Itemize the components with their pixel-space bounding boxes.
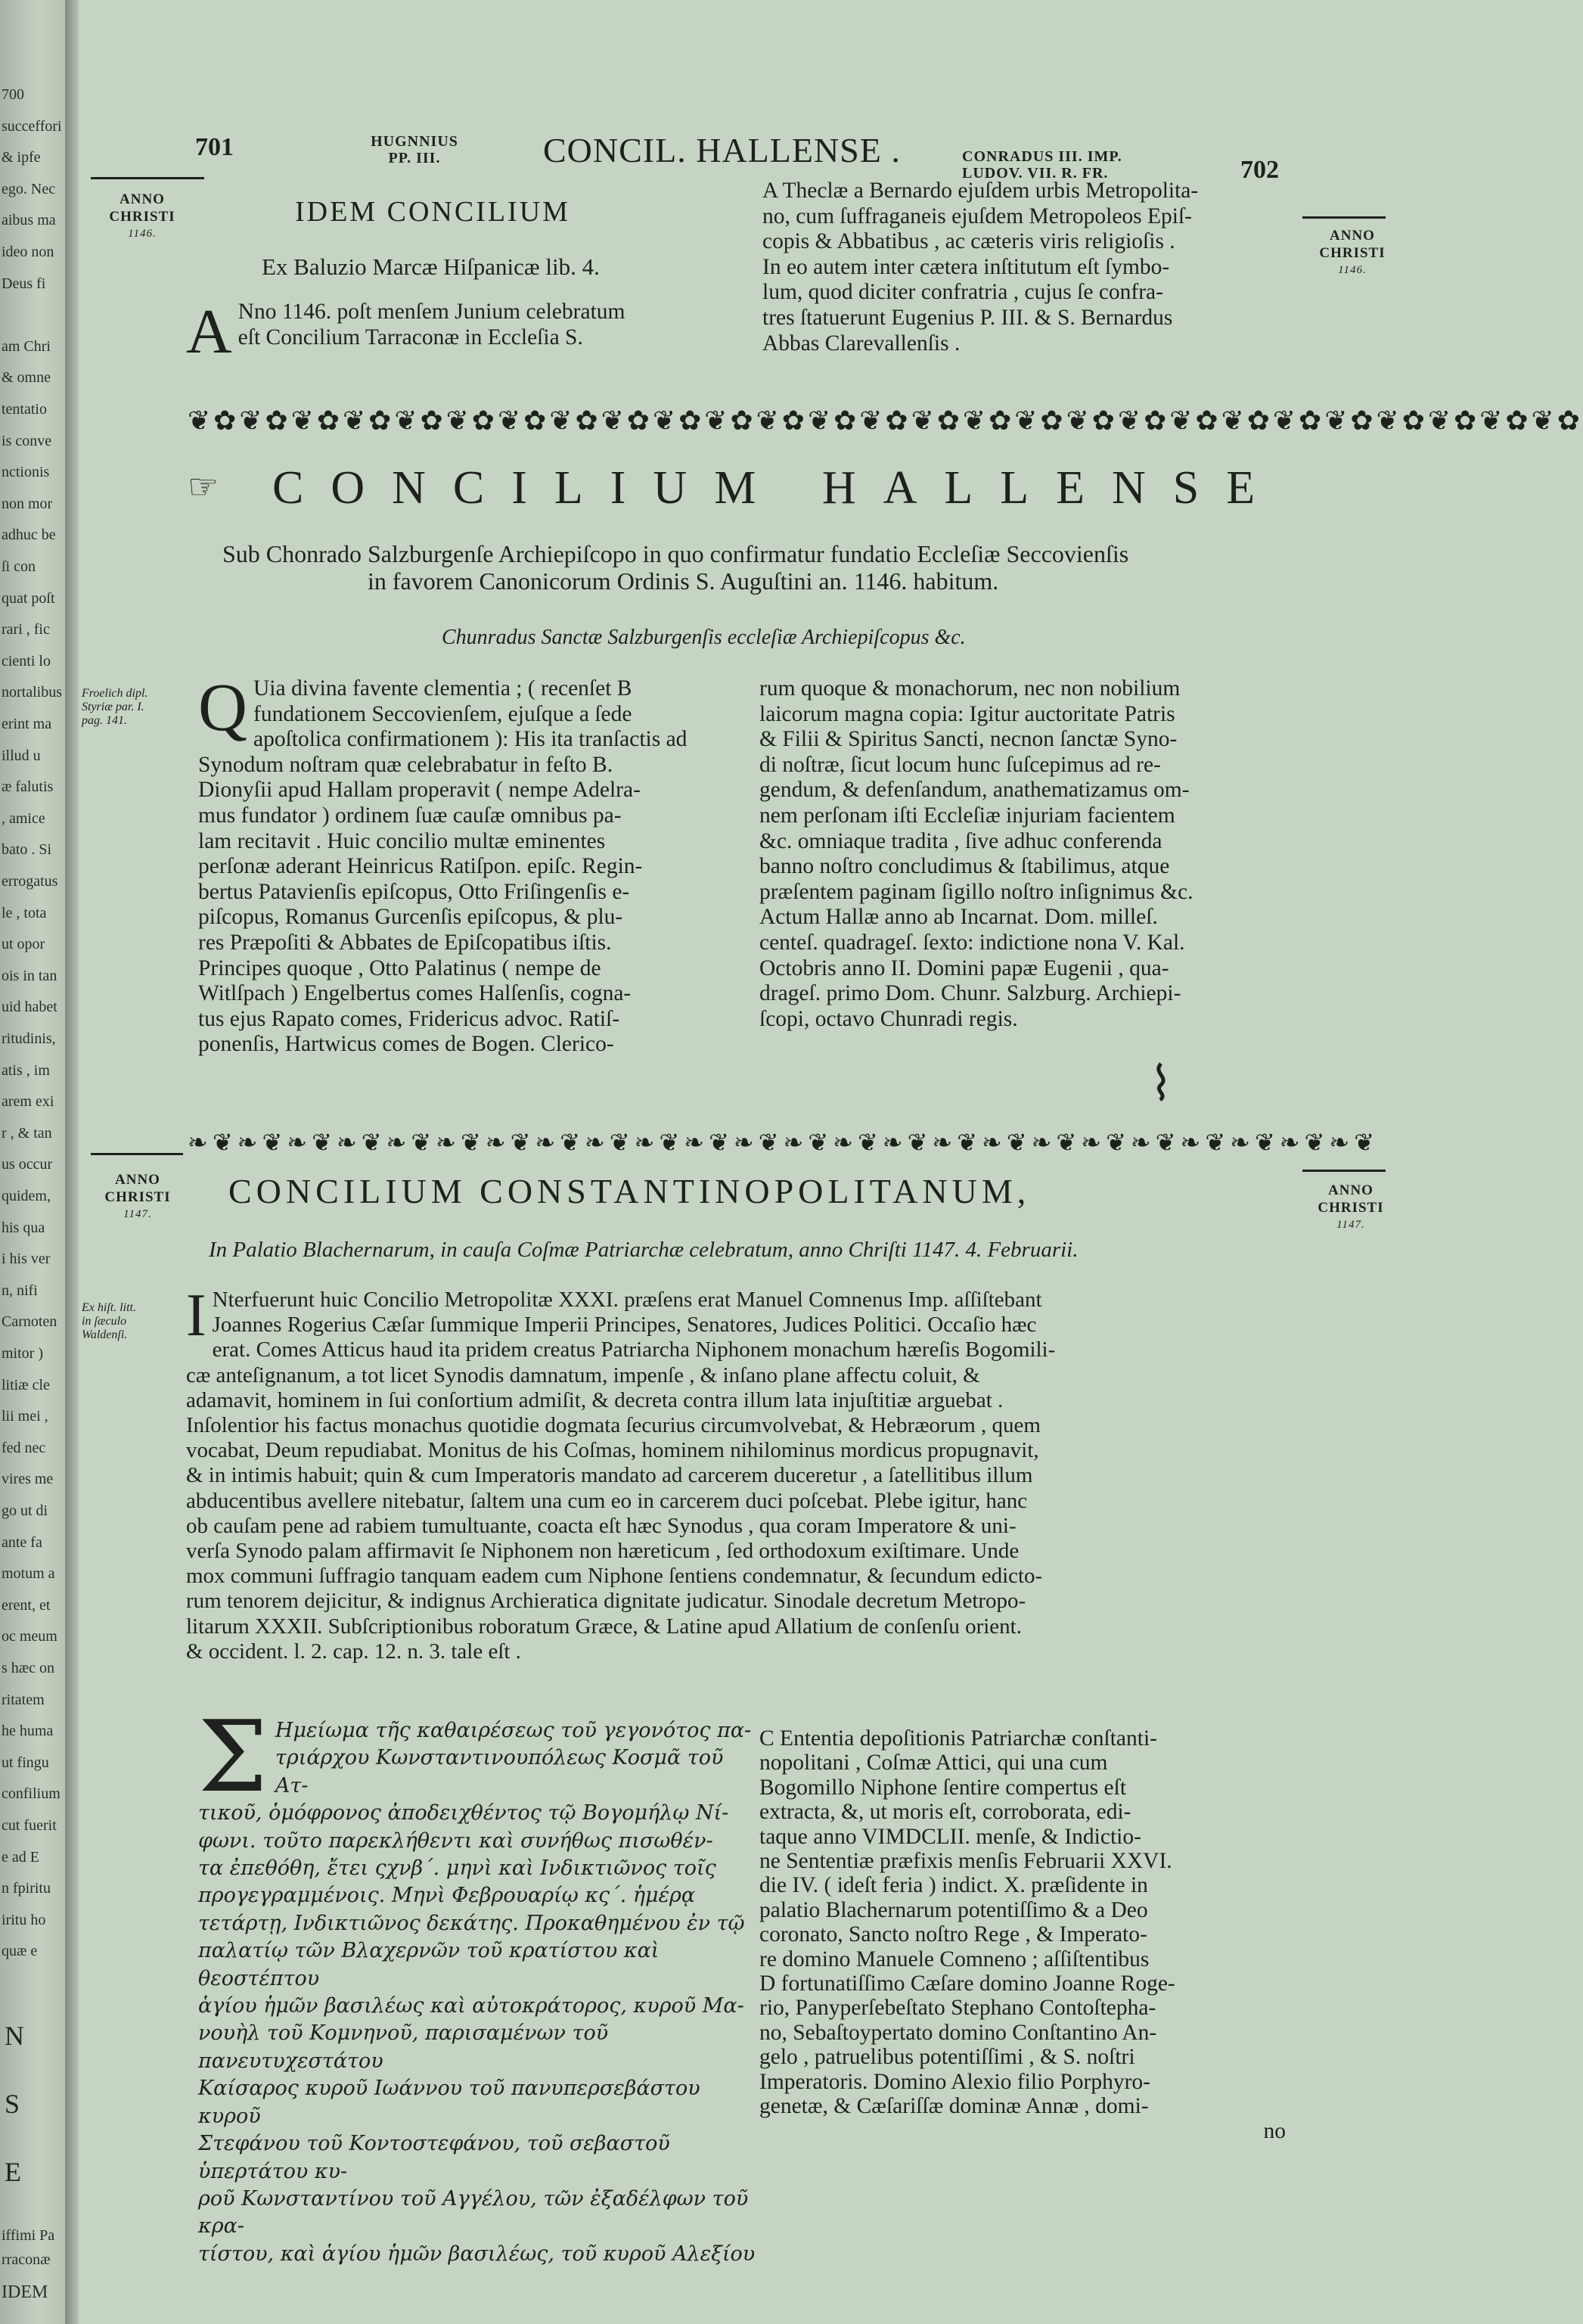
text-line: & in intimis habuit; quin & cum Imperatoris mandato ad carcerem duceretur , a ſatellitibus illum xyxy=(186,1463,1033,1488)
left-strip-line: mitor ) xyxy=(2,1345,43,1362)
idem-right-column: A Theclæ a Bernardo ejuſdem urbis Metropolita- no, cum ſuffraganeis ejuſdem Metropoleos Epiſ- copis & Abbatibus , ac cæteris viris religioſis . In eo autem inter cætera inſtitutum eſt ſymbo- lum, quod diciter confratria , cujus ſe confra- tres ſtatuerunt Eugenius P. III. & S. Bernardus Abbas Clarevallenſis . xyxy=(762,179,1199,356)
left-strip-line: & ipfe xyxy=(2,149,41,166)
section-rule-right xyxy=(1302,1170,1386,1172)
left-strip-line: tentatio xyxy=(2,401,47,418)
section-rule-left xyxy=(91,1153,183,1155)
ornament-band: ❦✿❦✿❦✿❦✿❦✿❦✿❦✿❦✿❦✿❦✿❦✿❦✿❦✿❦✿❦✿❦✿❦✿❦✿❦✿❦✿❦✿❦✿❦✿❦✿❦✿❦✿❦✿ xyxy=(188,405,1583,436)
anno-christi-left: ANNO CHRISTI 1147. xyxy=(104,1172,171,1220)
left-strip-line: litiæ cle xyxy=(2,1376,50,1393)
catchword: no xyxy=(1263,2118,1286,2143)
greek-line: τα ἐπεθόθη, ἔτει ςχνβ΄. μηνὶ καὶ Ινδικτιῶνος τοῖς xyxy=(198,1856,716,1881)
text-line: vocabat, Deum repudiabat. Monitus de his Coſmas, hominem nihilominus mordicus propugnavit, xyxy=(186,1438,1039,1463)
running-title: CONCIL. HALLENSE . xyxy=(543,131,901,169)
text-line: rum quoque & monachorum, nec non nobilium xyxy=(759,676,1181,701)
left-strip-line: i his ver xyxy=(2,1251,51,1268)
text-line: Dionyſii apud Hallam properavit ( nempe Adelra- xyxy=(198,778,641,803)
text-line: coronato, Sancto noſtro Rege , & Imperato- xyxy=(759,1922,1147,1947)
left-strip-line: confilium xyxy=(2,1785,61,1803)
text-line: Nterfuerunt huic Concilio Metropolitæ XXXI. præſens erat Manuel Comnenus Imp. aſſiſtebant xyxy=(212,1288,1042,1312)
left-strip-line: , amice xyxy=(2,809,45,827)
hallense-title: CONCILIUM HALLENSE xyxy=(272,462,1283,514)
text-line: Uia divina favente clementia ; ( recenſet B xyxy=(253,676,632,701)
left-strip-line: illud u xyxy=(2,747,41,764)
text-line: fundationem Seccovienſem, ejuſque a ſede xyxy=(253,701,632,726)
hallense-column-1 xyxy=(198,670,743,1058)
anno-christi-right: ANNO CHRISTI 1146. xyxy=(1319,228,1386,276)
left-strip-line: errogatus xyxy=(2,873,58,890)
hallense-signature: Chunradus Sanctæ Salzburgenſis eccleſiæ Archiepiſcopus &c. xyxy=(442,626,966,649)
greek-line: φωνι. τοῦτο παρεκλήθεντι καὶ συνήθως πισωθέν- xyxy=(198,1828,713,1853)
hand-pointer-icon: ☞ xyxy=(188,468,219,506)
left-strip-line: lii mei , xyxy=(2,1408,48,1425)
text-line: adamavit, hominem in ſui conſortium admiſit, & decreta contra illum lata injuſtitiæ arguebat . xyxy=(186,1387,1004,1412)
text-line: tus ejus Rapato comes, Fridericus advoc. Ratiſ- xyxy=(198,1006,620,1031)
margin-note-froelich: Froelich dipl. Styriæ par. I. pag. 141. xyxy=(82,687,148,727)
text-line: erat. Comes Atticus haud ita pridem creatus Patriarcha Niphonem monachum hæreſis Bogomili- xyxy=(212,1338,1056,1362)
greek-line: Ημείωμα τῆς καθαιρέσεως τοῦ γεγονότος πα- xyxy=(275,1719,752,1742)
text-line: verſa Synodo palam affirmavit ſe Niphonem non hæreticum , ſed orthodoxum exiſtimare. Unde xyxy=(186,1539,1020,1564)
constantinople-title: CONCILIUM CONSTANTINOPOLITANUM, xyxy=(228,1172,1031,1210)
left-strip-line: ante fa xyxy=(2,1533,42,1551)
text-line: die IV. ( ideſt feria ) indict. X. præſidente in xyxy=(759,1873,1148,1898)
left-strip-letter: S xyxy=(5,2089,22,2119)
text-line: Actum Hallæ anno ab Incarnat. Dom. milleſ. xyxy=(759,905,1158,930)
text-line: taque anno VIMDCLII. menſe, & Indictio- xyxy=(759,1824,1141,1849)
header-pope: HUGNNIUS PP. III. xyxy=(371,133,458,166)
text-line: mox communi ſuffragio tanquam eadem cum Niphone ſentiens condemnatur, & ſecundum edicto- xyxy=(186,1564,1043,1589)
text-line: & Filii & Spiritus Sancti, necnon ſanctæ Syno- xyxy=(759,727,1178,752)
greek-line: ροῦ Κωνσταντίνου τοῦ Αγγέλου, τῶν ἐξαδέλφων τοῦ κρα- xyxy=(198,2186,749,2239)
ornament-band: ❧❦❧❦❧❦❧❦❧❦❧❦❧❦❧❦❧❦❧❦❧❦❧❦❧❦❧❦❧❦❧❦❧❦❧❦❧❦❧❦❧❦❧❦❧❦❧❦ xyxy=(188,1129,1379,1156)
text-line: rio, Panyperſebeſtato Stephano Contoſtepha- xyxy=(759,1996,1156,2021)
text-line: Joannes Rogerius Cæſar ſummique Imperii Principes, Senatores, Judices Politici. Occaſio hæc xyxy=(212,1313,1037,1338)
left-strip-line: his qua xyxy=(2,1219,45,1236)
text-line: centeſ. quadrageſ. ſexto: indictione nona V. Kal. xyxy=(759,930,1185,955)
text-line: D fortunatiſſimo Cæſare domino Joanne Roge- xyxy=(759,1971,1175,1996)
header-rule-left xyxy=(91,177,204,179)
text-line: litarum XXXII. Subſcriptionibus roboratum Græce, & Latine apud Allatium de conſenſu orient. xyxy=(186,1614,1022,1639)
text-line: rum tenorem dejicitur, & indignus Archieratica dignitate judicatur. Sinodale decretum Metropo- xyxy=(186,1589,1026,1614)
text-line: palatio Blachernarum potentiſſimo & a Deo xyxy=(759,1897,1148,1922)
text-line: Synodum noſtram quæ celebrabatur in feſto B. xyxy=(198,752,613,777)
text-line: bertus Patavienſis epiſcopus, Otto Friſingenſis e- xyxy=(198,879,630,904)
text-line: nopolitani , Coſmæ Attici, qui una cum xyxy=(759,1751,1108,1776)
text-line: Principes quoque , Otto Palatinus ( nempe de xyxy=(198,955,601,980)
left-strip-line: atis , im xyxy=(2,1061,50,1079)
greek-line: Καίσαρος κυροῦ Ιωάννου τοῦ πανυπερσεβάστου κυροῦ xyxy=(198,2077,700,2128)
anno-christi-left: ANNO CHRISTI 1146. xyxy=(109,191,175,240)
greek-line: τετάρτῃ, Ινδικτιῶνος δεκάτης. Προκαθημένου ἐν τῷ xyxy=(198,1911,745,1935)
left-strip-line: quat poſt xyxy=(2,589,55,607)
drop-cap: Q xyxy=(198,670,247,745)
text-line: & occident. l. 2. cap. 12. n. 3. tale eſt . xyxy=(186,1639,521,1664)
left-strip-line: s hæc on xyxy=(2,1660,54,1676)
margin-note-waldensi: Ex hiſt. litt. in ſæculo Waldenſi. xyxy=(82,1301,136,1341)
left-strip-line: arem exi xyxy=(2,1093,54,1111)
text-line: lam recitavit . Huic concilio multæ eminentes xyxy=(198,828,606,853)
text-line: drageſ. primo Dom. Chunr. Salzburg. Archiepi- xyxy=(759,981,1181,1006)
greek-line: προγεγραμμένοις. Μηνὶ Φεβρουαρίῳ κς΄. ἡμέρᾳ xyxy=(198,1884,696,1908)
left-strip-line: Carnoten xyxy=(2,1313,57,1331)
left-strip-line: rari , fic xyxy=(2,621,50,638)
text-line: abducentibus avellere nitebatur, ſaltem una cum eo in carcerem duci poſcebat. Plebe igitur, hanc xyxy=(186,1488,1028,1513)
left-strip-line: motum a xyxy=(2,1565,55,1583)
left-strip-line: ideo non xyxy=(2,244,54,260)
left-strip-line: go ut di xyxy=(2,1502,48,1519)
left-strip-letter: E xyxy=(5,2157,23,2187)
drop-cap: A xyxy=(186,297,232,367)
text-line: ob cauſam pene ad rabiem tumultuante, coacta eſt hæc Synodus , qua coram Imperatore & uni- xyxy=(186,1513,1017,1538)
left-strip-line: fed nec xyxy=(2,1439,46,1456)
left-strip-line: le , tota xyxy=(2,904,47,921)
left-strip-line: ut fingu xyxy=(2,1754,49,1771)
header-rule-right xyxy=(1302,216,1386,219)
left-strip-line: æ falutis xyxy=(2,778,54,796)
text-line: cæ anteſignanum, a tot licet Synodis damnatum, impenſe , & inſano plane affectu coluit, & xyxy=(186,1362,980,1387)
text-line: &c. omniaque tradita , ſive adhuc conferenda xyxy=(759,828,1162,853)
greek-column xyxy=(198,1699,758,2268)
left-strip-line: iritu ho xyxy=(2,1911,46,1928)
page-number-left: 701 xyxy=(195,133,234,161)
left-strip-line: cienti lo xyxy=(2,652,51,670)
left-strip-line: quæ e xyxy=(2,1943,38,1960)
left-strip-line: n, nifi xyxy=(2,1282,38,1299)
left-strip-line: rraconæ xyxy=(2,2251,51,2268)
anno-christi-right: ANNO CHRISTI 1147. xyxy=(1318,1182,1384,1231)
left-strip-line: ritatem xyxy=(2,1691,45,1708)
idem-body: A Nno 1146. poſt menſem Junium celebratum eſt Concilium Tarraconæ in Eccleſia S. xyxy=(186,297,625,367)
fleuron-icon xyxy=(1150,1062,1172,1100)
text-line: di noſtræ, ſicut locum hunc ſuſcepimus ad re- xyxy=(759,752,1161,777)
text-line: Inſolentior his factus monachus quotidie dogmata ſecurius circumvolvebat, & Hebræorum , quem xyxy=(186,1413,1041,1438)
left-strip-line: nortalibus xyxy=(2,684,62,701)
left-strip-line: is conve xyxy=(2,432,52,449)
text-line: Imperatoris. Domino Alexio filio Porphyro- xyxy=(759,2069,1150,2094)
text-line: Bogomillo Niphone ſentire compertus eſt xyxy=(759,1775,1127,1800)
hallense-column-2 xyxy=(759,676,1301,1032)
left-strip-line: ego. Nec xyxy=(2,180,56,197)
left-strip-line: ut opor xyxy=(2,936,45,953)
left-strip-line: he huma xyxy=(2,1723,54,1740)
left-strip-line: vires me xyxy=(2,1471,54,1488)
greek-line: νουὴλ τοῦ Κομνηνοῦ, παρισαμένων τοῦ πανευτυχεστάτου xyxy=(198,2021,609,2073)
text-line: re domino Manuele Comneno ; aſſiſtentibus xyxy=(759,1947,1150,1971)
left-strip-line: ois in tan xyxy=(2,967,57,984)
hallense-subtitle-2: in favorem Canonicorum Ordinis S. Auguſtini an. 1146. habitum. xyxy=(368,567,999,595)
left-strip-line: erent, et xyxy=(2,1596,51,1614)
text-line: ſcopi, octavo Chunradi regis. xyxy=(759,1006,1018,1031)
greek-line: τίστου, καὶ ἁγίου ἡμῶν βασιλέως, τοῦ κυροῦ Αλεξίου xyxy=(198,2242,756,2266)
text-line: no, Sebaſtoypertato domino Conſtantino An- xyxy=(759,2020,1157,2045)
text-line: Octobris anno II. Domini papæ Eugenii , qua- xyxy=(759,955,1169,980)
text-line: gelo , patruelibus potentiſſimi , & S. noſtri xyxy=(759,2045,1135,2070)
left-strip-line: 700 xyxy=(2,86,24,103)
text-line: C Ententia depoſitionis Patriarchæ conſtanti- xyxy=(759,1726,1157,1751)
greek-line: ἁγίου ἡμῶν βασιλέως καὶ αὐτοκράτορος, κυροῦ Μα- xyxy=(198,1994,744,2018)
text-line: apoſtolica confirmationem ): His ita tranſactis ad xyxy=(253,727,688,752)
left-strip-line: aibus ma xyxy=(2,212,56,229)
text-line: gendum, & defenſandum, anathematizamus om- xyxy=(759,778,1190,803)
idem-title: IDEM CONCILIUM xyxy=(295,196,570,228)
text-line: laicorum magna copia: Igitur auctoritate Patris xyxy=(759,701,1175,726)
text-line: piſcopus, Romanus Gurcenſis epiſcopus, & plu- xyxy=(198,905,623,930)
text-line: ne Sententiæ præfixis menſis Februarii XXVI. xyxy=(759,1849,1172,1874)
left-strip-line: quidem, xyxy=(2,1188,51,1204)
left-strip-line: ſi con xyxy=(2,558,36,575)
left-strip-line: am Chri xyxy=(2,337,51,355)
constantinople-subtitle: In Palatio Blachernarum, in cauſa Coſmæ Patriarchæ celebratum, anno Chriſti 1147. 4. Februarii. xyxy=(209,1238,1079,1262)
text-line: mus fundator ) ordinem ſuæ cauſæ omnibus pa- xyxy=(198,803,622,828)
left-strip-line: & omne xyxy=(2,369,51,387)
book-gutter xyxy=(65,0,79,2324)
text-line: ponenſis, Hartwicus comes de Bogen. Clerico- xyxy=(198,1032,614,1057)
page-number-right: 702 xyxy=(1240,156,1279,184)
left-strip-line: iffimi Pa xyxy=(2,2227,55,2244)
left-strip-line: us occur xyxy=(2,1156,53,1173)
greek-line: τικοῦ, ὁμόφρονος ἀποδειχθέντος τῷ Βογομήλῳ Νί- xyxy=(198,1801,729,1825)
header-emperor: CONRADUS III. IMP. LUDOV. VII. R. FR. xyxy=(962,148,1122,182)
drop-cap: Σ xyxy=(198,1699,268,1814)
text-line: banno noſtro concludimus & ſtabilimus, atque xyxy=(759,854,1170,879)
left-strip-line: erint ma xyxy=(2,716,52,732)
text-line: perſonæ aderant Heinricus Ratiſpon. epiſc. Regin- xyxy=(198,854,643,879)
left-strip-line: adhuc be xyxy=(2,527,56,544)
text-line: res Præpoſiti & Abbates de Epiſcopatibus iſtis. xyxy=(198,930,612,955)
text-line: præſentem paginam ſigillo noſtro inſignimus &c. xyxy=(759,879,1193,904)
greek-line: Στεφάνου τοῦ Κοντοστεφάνου, τοῦ σεβαστοῦ ὑπερτάτου κυ- xyxy=(198,2132,670,2183)
hallense-subtitle-1: Sub Chonrado Salzburgenſe Archiepiſcopo in quo confirmatur fundatio Eccleſiæ Seccovienſis xyxy=(222,540,1129,567)
left-strip-line: e ad E xyxy=(2,1848,39,1866)
idem-subtitle: Ex Baluzio Marcæ Hiſpanicæ lib. 4. xyxy=(262,253,600,280)
constantinople-body xyxy=(186,1282,1298,1664)
left-strip-line: non mor xyxy=(2,495,53,512)
greek-line: παλατίῳ τῶν Βλαχερνῶν τοῦ κρατίστου καὶ θεοστέπτου xyxy=(198,1939,660,1990)
left-page-strip xyxy=(0,0,65,2324)
left-strip-line: succeffori xyxy=(2,117,62,135)
latin-column xyxy=(759,1726,1301,2144)
text-line: genetæ, & Cæſariſſæ dominæ Annæ , domi- xyxy=(759,2094,1149,2119)
left-strip-line: IDEM xyxy=(2,2282,48,2302)
left-strip-line: ritudinis, xyxy=(2,1030,56,1047)
left-strip-line: r , & tan xyxy=(2,1124,52,1142)
drop-cap: I xyxy=(186,1282,206,1349)
left-strip-line: cut fuerit xyxy=(2,1817,57,1834)
text-line: Witlſpach ) Engelbertus comes Halſenſis, cogna- xyxy=(198,981,632,1006)
text-line: extracta, &, ut moris eſt, corroborata, edi- xyxy=(759,1800,1131,1825)
left-strip-line: nctionis xyxy=(2,464,50,481)
text-line: nem perſonam iſti Eccleſiæ injuriam facientem xyxy=(759,803,1175,828)
left-strip-letter: N xyxy=(5,2021,26,2051)
left-strip-line: n fpiritu xyxy=(2,1880,51,1897)
left-strip-line: oc meum xyxy=(2,1628,57,1645)
left-strip-line: Deus fi xyxy=(2,275,46,292)
greek-line: τριάρχου Κωνσταντινουπόλεως Κοσμᾶ τοῦ Ατ- xyxy=(275,1746,724,1797)
left-strip-line: uid habet xyxy=(2,999,57,1016)
left-strip-line: bato . Si xyxy=(2,841,52,859)
